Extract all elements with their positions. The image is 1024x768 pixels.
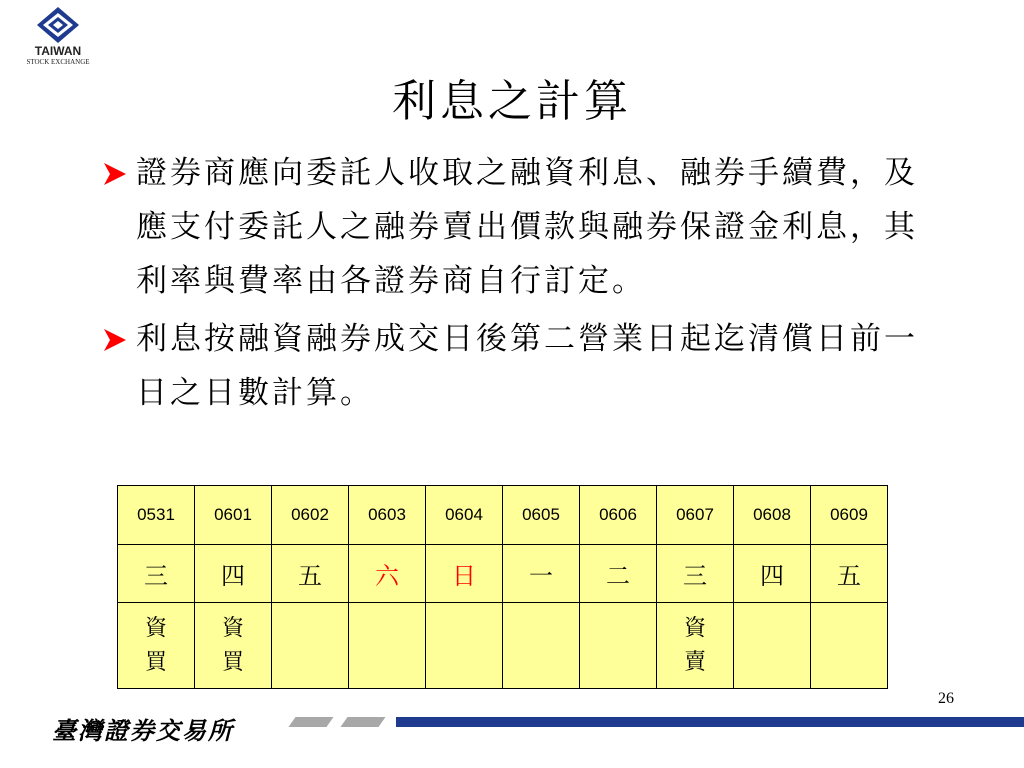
date-cell: 0609: [811, 486, 888, 545]
bullet-list: [102, 146, 942, 424]
weekday-row: [118, 545, 888, 603]
action-char: 買: [144, 649, 167, 675]
weekday-cell: 一: [503, 545, 580, 603]
action-cell: [580, 603, 657, 689]
bullet-text: 利息按融資融券成交日後第二營業日起迄清償日前一日之日數計算。: [136, 321, 918, 411]
arrow-bullet-icon: [102, 327, 128, 353]
weekday-cell: 五: [811, 545, 888, 603]
logo-title: TAIWAN: [34, 44, 82, 58]
footer-slant-bar: [288, 717, 333, 727]
date-cell: 0603: [349, 486, 426, 545]
action-char: 資: [683, 615, 706, 641]
action-row: [118, 603, 888, 689]
weekend-cell: 日: [426, 545, 503, 603]
page-number: 26: [938, 690, 954, 707]
action-cell: [734, 603, 811, 689]
logo-subtitle: STOCK EXCHANGE: [26, 58, 90, 66]
date-cell: 0531: [118, 486, 195, 545]
tse-emblem-icon: [36, 6, 80, 44]
date-cell: 0605: [503, 486, 580, 545]
date-cell: 0602: [272, 486, 349, 545]
bullet-text: 證券商應向委託人收取之融資利息、融券手續費，及應支付委託人之融券賣出價款與融券保證金利息，其利率與費率由各證券商自行訂定。: [136, 155, 918, 299]
arrow-bullet-icon: [102, 161, 128, 187]
weekday-cell: 三: [118, 545, 195, 603]
action-char: 資: [144, 615, 167, 641]
action-cell: [503, 603, 580, 689]
date-cell: 0601: [195, 486, 272, 545]
weekday-cell: 二: [580, 545, 657, 603]
action-cell: [118, 603, 195, 689]
action-char: 賣: [683, 649, 706, 675]
weekday-cell: 四: [734, 545, 811, 603]
date-cell: 0608: [734, 486, 811, 545]
date-cell: 0604: [426, 486, 503, 545]
taiwan-stock-exchange-logo: [22, 6, 94, 68]
date-cell: 0607: [657, 486, 734, 545]
action-cell: [349, 603, 426, 689]
footer-organization-name: 臺灣證券交易所: [52, 716, 234, 745]
date-row: [118, 486, 888, 545]
weekday-cell: 四: [195, 545, 272, 603]
weekday-cell: 五: [272, 545, 349, 603]
action-cell: [272, 603, 349, 689]
settlement-day-table: [117, 485, 888, 689]
action-cell: [195, 603, 272, 689]
footer-bar: [396, 717, 1024, 727]
action-cell: [657, 603, 734, 689]
footer-slant-bar: [340, 717, 385, 727]
action-char: 買: [221, 649, 244, 675]
weekend-cell: 六: [349, 545, 426, 603]
action-cell: [426, 603, 503, 689]
action-cell: [811, 603, 888, 689]
action-char: 資: [221, 615, 244, 641]
weekday-cell: 三: [657, 545, 734, 603]
bullet-item: [102, 146, 942, 308]
date-cell: 0606: [580, 486, 657, 545]
bullet-item: [102, 312, 942, 420]
slide-title: 利息之計算: [392, 76, 632, 127]
